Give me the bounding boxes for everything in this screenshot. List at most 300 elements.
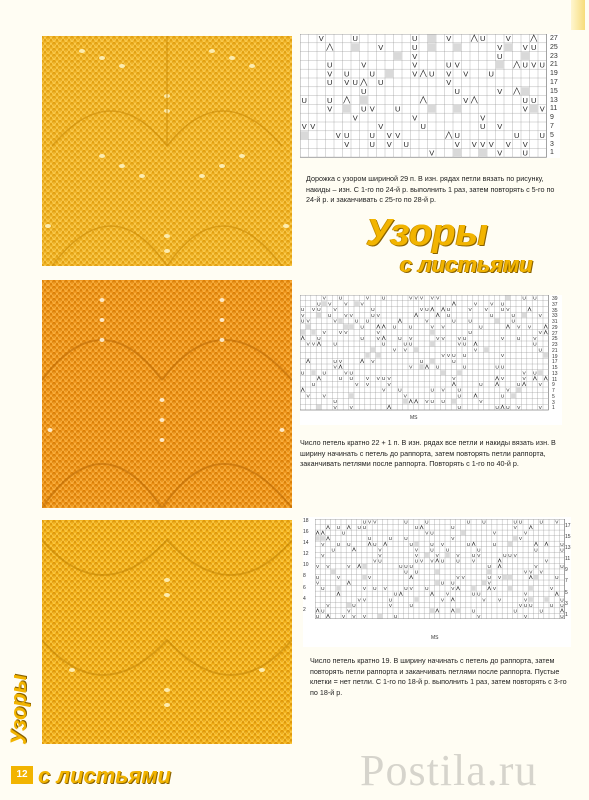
stitch-symbol: V <box>538 405 542 411</box>
stitch-symbol: U <box>300 308 305 314</box>
stitch-symbol: V <box>518 602 522 608</box>
stitch-symbol: V <box>373 558 377 564</box>
row-number: 3 <box>550 140 554 148</box>
row-number: 25 <box>550 43 558 51</box>
stitch-symbol: U <box>457 405 462 411</box>
no-stitch-cell <box>301 330 305 335</box>
stitch-symbol: V <box>349 405 353 411</box>
stitch-symbol: V <box>468 308 472 314</box>
stitch-symbol: U <box>487 563 491 569</box>
stitch-symbol: U <box>333 342 337 348</box>
stitch-symbol: V <box>403 394 407 400</box>
stitch-symbol: U <box>489 313 494 319</box>
stitch-symbol: V <box>316 580 320 586</box>
stitch-symbol: V <box>376 377 380 383</box>
stitch-symbol: V <box>497 122 503 132</box>
no-stitch-cell <box>355 301 359 306</box>
stitch-symbol: V <box>446 69 452 79</box>
no-stitch-cell <box>321 536 325 541</box>
stitch-symbol: V <box>451 536 455 542</box>
stitch-symbol: V <box>500 377 505 383</box>
stitch-symbol: U <box>560 613 564 619</box>
stitch-symbol: U <box>327 60 333 70</box>
stitch-symbol: V <box>454 60 460 70</box>
stitch-symbol: V <box>480 113 486 123</box>
stitch-symbol: V <box>533 336 537 342</box>
stitch-symbol: V <box>522 139 528 149</box>
stitch-symbol: V <box>522 104 528 114</box>
stitch-symbol: U <box>404 536 408 542</box>
stitch-symbol: V <box>333 308 337 314</box>
stitch-symbol: V <box>446 34 452 44</box>
row-number: 35 <box>552 307 558 314</box>
no-stitch-cell <box>428 105 436 113</box>
stitch-symbol: V <box>524 591 528 597</box>
stitch-symbol: V <box>362 586 366 592</box>
stitch-symbol: V <box>342 613 346 619</box>
row-number: 7 <box>565 578 568 585</box>
stitch-symbol: U <box>425 519 429 525</box>
stitch-symbol: U <box>333 359 337 365</box>
no-stitch-cell <box>544 353 548 358</box>
no-stitch-cell <box>479 149 487 157</box>
stitch-symbol: V <box>534 563 538 569</box>
stitch-symbol: U <box>412 43 418 53</box>
row-number: 18 <box>303 518 309 524</box>
no-stitch-cell <box>428 43 436 51</box>
page-corner-decoration <box>571 0 585 30</box>
no-stitch-cell <box>365 353 369 358</box>
stitch-symbol: V <box>529 569 533 575</box>
section-title-line-1: Узоры <box>366 212 489 254</box>
stitch-symbol: V <box>517 405 521 411</box>
stitch-symbol: U <box>369 139 375 149</box>
row-number: 1 <box>552 405 555 412</box>
no-stitch-cell <box>301 131 309 139</box>
row-number: 17 <box>552 359 558 366</box>
no-stitch-cell <box>343 105 351 113</box>
no-stitch-cell <box>311 330 315 335</box>
stitch-symbol: V <box>344 371 348 377</box>
stitch-symbol: U <box>555 575 559 581</box>
stitch-symbol: U <box>471 591 476 597</box>
stitch-symbol: V <box>425 530 429 536</box>
stitch-symbol: V <box>344 302 348 308</box>
knit-sample-photo-2 <box>42 280 292 508</box>
no-stitch-cell <box>522 87 530 95</box>
stitch-symbol: V <box>524 613 528 619</box>
no-stitch-cell <box>322 301 326 306</box>
row-number: 27 <box>550 35 558 42</box>
stitch-symbol: U <box>317 302 321 308</box>
stitch-symbol: V <box>322 394 326 400</box>
stitch-symbol: U <box>500 365 505 371</box>
stitch-symbol: U <box>497 51 503 61</box>
stitch-symbol: U <box>311 382 316 388</box>
no-stitch-cell <box>457 370 461 375</box>
no-stitch-cell <box>371 347 375 352</box>
row-number: 21 <box>552 347 558 354</box>
stitch-symbol: U <box>369 131 375 141</box>
stitch-symbol: V <box>409 296 413 302</box>
stitch-symbol: V <box>378 122 384 132</box>
stitch-symbol: U <box>361 87 367 97</box>
row-number: 29 <box>552 324 558 331</box>
stitch-symbol: V <box>409 336 413 342</box>
knitting-chart-3 <box>303 517 571 647</box>
chart-3-left-row-numbers <box>303 519 309 619</box>
stitch-symbol: U <box>371 308 375 314</box>
stitch-symbol: V <box>425 319 429 325</box>
row-number: 15 <box>565 534 571 541</box>
stitch-symbol: U <box>538 348 543 354</box>
stitch-symbol: U <box>361 104 367 114</box>
stitch-symbol: U <box>468 319 472 325</box>
chart-2-repeat-label: МЅ <box>410 415 418 421</box>
stitch-symbol: U <box>462 365 467 371</box>
stitch-symbol: U <box>533 371 537 377</box>
stitch-symbol: V <box>517 325 521 331</box>
row-number: 15 <box>552 365 558 371</box>
stitch-symbol: V <box>430 296 434 302</box>
stitch-symbol: U <box>522 60 528 70</box>
stitch-symbol: U <box>479 382 483 388</box>
no-stitch-cell <box>317 313 321 318</box>
stitch-symbol: V <box>457 342 461 348</box>
stitch-symbol: V <box>524 530 528 536</box>
row-number: 7 <box>552 388 555 394</box>
stitch-symbol: V <box>522 377 526 383</box>
row-number: 12 <box>303 551 309 558</box>
stitch-symbol: V <box>378 43 384 53</box>
stitch-symbol: U <box>456 558 460 564</box>
no-stitch-cell <box>435 569 439 574</box>
stitch-symbol: V <box>446 78 452 88</box>
stitch-symbol: U <box>373 586 377 592</box>
chart-3-repeat-label: МЅ <box>431 635 439 641</box>
no-stitch-cell <box>461 531 465 536</box>
stitch-symbol: V <box>518 536 522 542</box>
stitch-symbol: V <box>497 148 503 158</box>
row-number: 13 <box>550 96 558 104</box>
no-stitch-cell <box>441 370 445 375</box>
stitch-symbol: V <box>539 104 545 114</box>
stitch-symbol: U <box>381 296 386 302</box>
no-stitch-cell <box>394 52 402 60</box>
stitch-symbol: U <box>371 313 375 319</box>
no-stitch-cell <box>505 43 513 51</box>
section-title-line-2: с листьями <box>400 252 533 277</box>
stitch-symbol: U <box>441 400 445 406</box>
stitch-symbol: U <box>462 342 467 348</box>
stitch-symbol: V <box>321 541 325 547</box>
row-number: 5 <box>550 131 554 139</box>
section-title <box>366 213 586 277</box>
stitch-symbol: V <box>441 325 445 331</box>
stitch-symbol: V <box>430 325 434 331</box>
stitch-symbol: V <box>471 139 477 149</box>
stitch-symbol: U <box>471 608 476 614</box>
stitch-symbol: V <box>333 365 337 371</box>
stitch-symbol: V <box>362 597 366 603</box>
chart-3-right-row-numbers <box>565 524 571 624</box>
stitch-symbol: V <box>360 302 364 308</box>
stitch-symbol: V <box>513 552 517 558</box>
stitch-symbol: U <box>392 325 397 331</box>
stitch-symbol: U <box>352 34 358 44</box>
stitch-symbol: V <box>456 552 460 558</box>
stitch-symbol: V <box>506 308 510 314</box>
knit-texture-2 <box>42 280 292 508</box>
stitch-symbol: V <box>344 313 348 319</box>
stitch-symbol: U <box>492 541 497 547</box>
stitch-symbol: V <box>347 563 351 569</box>
stitch-symbol: V <box>414 547 418 553</box>
stitch-symbol: V <box>376 336 380 342</box>
stitch-symbol: U <box>317 308 321 314</box>
no-stitch-cell <box>446 553 450 558</box>
row-number: 13 <box>552 370 558 377</box>
stitch-symbol: U <box>354 319 359 325</box>
stitch-symbol: V <box>498 575 502 581</box>
stitch-symbol: V <box>414 552 418 558</box>
no-stitch-cell <box>454 105 462 113</box>
row-number: 19 <box>552 353 558 360</box>
stitch-symbol: V <box>461 575 465 581</box>
stitch-symbol: U <box>403 139 409 149</box>
stitch-symbol: V <box>357 597 361 603</box>
stitch-symbol: U <box>482 519 486 525</box>
stitch-symbol: V <box>463 95 469 105</box>
stitch-symbol: V <box>301 313 305 319</box>
stitch-symbol: U <box>420 122 426 132</box>
stitch-symbol: V <box>361 60 367 70</box>
stitch-symbol: U <box>404 586 408 592</box>
stitch-symbol: V <box>524 597 528 603</box>
stitch-symbol: V <box>500 354 505 360</box>
stitch-symbol: U <box>468 331 472 337</box>
stitch-symbol: V <box>452 377 456 383</box>
stitch-symbol: V <box>322 296 326 302</box>
stitch-symbol: V <box>403 348 407 354</box>
stitch-symbol: V <box>344 139 350 149</box>
no-stitch-cell <box>452 399 456 404</box>
no-stitch-cell <box>534 575 538 580</box>
stitch-symbol: V <box>371 359 375 365</box>
stitch-symbol: U <box>539 60 545 70</box>
stitch-symbol: V <box>322 331 326 337</box>
stitch-symbol: U <box>451 525 455 531</box>
stitch-symbol: V <box>333 405 337 411</box>
stitch-symbol: V <box>522 43 528 53</box>
stitch-symbol: U <box>513 608 517 614</box>
stitch-symbol: V <box>505 139 511 149</box>
stitch-symbol: U <box>412 34 418 44</box>
stitch-symbol: U <box>315 575 320 581</box>
stitch-symbol: V <box>492 530 496 536</box>
stitch-symbol: V <box>500 336 505 342</box>
stitch-symbol: V <box>344 331 348 337</box>
no-stitch-cell <box>456 608 460 613</box>
stitch-symbol: U <box>471 552 476 558</box>
row-number: 1 <box>565 611 568 618</box>
row-number: 9 <box>550 114 554 122</box>
stitch-symbol: V <box>335 131 341 141</box>
stitch-symbol: V <box>412 113 418 123</box>
stitch-symbol: V <box>463 69 469 79</box>
no-stitch-cell <box>522 52 530 60</box>
stitch-symbol: V <box>347 608 351 614</box>
stitch-symbol: V <box>490 302 494 308</box>
chart-1-row-numbers <box>550 35 558 158</box>
row-number: 15 <box>550 87 558 95</box>
stitch-symbol: V <box>369 104 375 114</box>
stitch-symbol: V <box>316 563 320 569</box>
no-stitch-cell <box>472 586 476 591</box>
stitch-symbol: U <box>452 354 456 360</box>
stitch-symbol: U <box>533 296 537 302</box>
stitch-symbol: V <box>326 602 330 608</box>
stitch-symbol: V <box>386 139 392 149</box>
stitch-symbol: V <box>412 51 418 61</box>
stitch-symbol: U <box>333 400 337 406</box>
no-stitch-cell <box>336 586 340 591</box>
stitch-symbol: V <box>368 519 372 525</box>
stitch-symbol: U <box>409 563 413 569</box>
no-stitch-cell <box>414 597 418 602</box>
row-number: 5 <box>552 393 555 400</box>
stitch-symbol: V <box>318 34 324 44</box>
knit-sample-photo-1 <box>42 36 292 266</box>
stitch-symbol: U <box>336 541 341 547</box>
stitch-symbol: U <box>513 519 517 525</box>
stitch-symbol: V <box>327 69 333 79</box>
knit-sample-photo-3 <box>42 520 292 744</box>
stitch-symbol: U <box>560 547 564 553</box>
stitch-symbol: U <box>522 148 528 158</box>
no-stitch-cell <box>529 597 533 602</box>
stitch-symbol: U <box>500 394 505 400</box>
stitch-symbol: U <box>529 602 533 608</box>
stitch-symbol: U <box>408 325 413 331</box>
stitch-symbol: U <box>500 308 505 314</box>
no-stitch-cell <box>454 43 462 51</box>
no-stitch-cell <box>362 575 366 580</box>
row-number: 10 <box>303 562 309 569</box>
no-stitch-cell <box>414 542 418 547</box>
stitch-symbol: U <box>457 388 462 394</box>
stitch-symbol: U <box>362 525 367 531</box>
stitch-symbol: U <box>327 313 332 319</box>
stitch-symbol: U <box>518 519 523 525</box>
stitch-symbol: V <box>538 382 542 388</box>
stitch-symbol: U <box>523 602 528 608</box>
row-number: 9 <box>565 567 568 574</box>
row-number: 1 <box>550 149 554 157</box>
stitch-symbol: U <box>360 336 364 342</box>
no-stitch-cell <box>347 603 351 608</box>
stitch-symbol: U <box>378 558 382 564</box>
no-stitch-cell <box>349 324 353 329</box>
stitch-symbol: U <box>457 394 462 400</box>
stitch-symbol: U <box>322 371 327 377</box>
row-number: 6 <box>303 584 306 591</box>
stitch-symbol: V <box>440 541 444 547</box>
no-stitch-cell <box>506 296 510 301</box>
stitch-symbol: U <box>511 319 516 325</box>
stitch-symbol: U <box>446 308 451 314</box>
row-number: 17 <box>565 523 571 529</box>
knitting-chart-1 <box>300 34 560 158</box>
stitch-symbol: U <box>315 613 320 619</box>
stitch-symbol: V <box>395 131 401 141</box>
stitch-symbol: U <box>344 131 350 141</box>
no-stitch-cell <box>503 575 507 580</box>
stitch-symbol: U <box>378 78 384 88</box>
stitch-symbol: V <box>386 131 392 141</box>
stitch-symbol: V <box>446 591 450 597</box>
bottom-title: с листьями <box>38 763 171 788</box>
stitch-symbol: U <box>362 519 367 525</box>
stitch-symbol: V <box>492 586 496 592</box>
stitch-symbol: U <box>446 60 452 70</box>
no-stitch-cell <box>344 324 348 329</box>
stitch-symbol: V <box>409 586 413 592</box>
row-number: 23 <box>552 342 558 348</box>
no-stitch-cell <box>517 388 521 393</box>
stitch-symbol: V <box>544 558 548 564</box>
stitch-symbol: U <box>360 325 364 331</box>
stitch-symbol: V <box>306 394 310 400</box>
stitch-symbol: V <box>538 313 542 319</box>
row-number: 19 <box>550 70 558 78</box>
no-stitch-cell <box>482 581 486 586</box>
stitch-symbol: U <box>539 131 545 141</box>
row-number: 5 <box>565 589 568 596</box>
stitch-symbol: V <box>479 400 483 406</box>
stitch-symbol: V <box>333 319 337 325</box>
no-stitch-cell <box>508 575 512 580</box>
stitch-symbol: V <box>392 348 397 354</box>
stitch-symbol: V <box>378 547 382 553</box>
row-number: 11 <box>565 556 571 563</box>
no-stitch-cell <box>360 96 368 104</box>
stitch-symbol: V <box>338 359 343 365</box>
no-stitch-cell <box>419 365 423 370</box>
row-number: 7 <box>550 122 554 130</box>
row-number: 13 <box>565 545 571 552</box>
stitch-symbol: V <box>441 354 445 360</box>
stitch-symbol: U <box>435 365 440 371</box>
stitch-symbol: U <box>451 580 455 586</box>
stitch-symbol: V <box>414 296 418 302</box>
stitch-symbol: U <box>560 563 564 569</box>
stitch-symbol: U <box>462 336 467 342</box>
no-stitch-cell <box>306 324 310 329</box>
no-stitch-cell <box>338 319 342 324</box>
stitch-symbol: U <box>414 569 419 575</box>
stitch-symbol: V <box>373 519 377 525</box>
stitch-symbol: U <box>344 69 350 79</box>
no-stitch-cell <box>529 586 533 591</box>
stitch-symbol: U <box>549 602 554 608</box>
chart-2-grid <box>300 295 550 413</box>
no-stitch-cell <box>522 313 526 318</box>
stitch-symbol: U <box>454 131 460 141</box>
stitch-symbol: V <box>429 148 435 158</box>
stitch-symbol: V <box>497 43 503 53</box>
stitch-symbol: U <box>430 388 435 394</box>
